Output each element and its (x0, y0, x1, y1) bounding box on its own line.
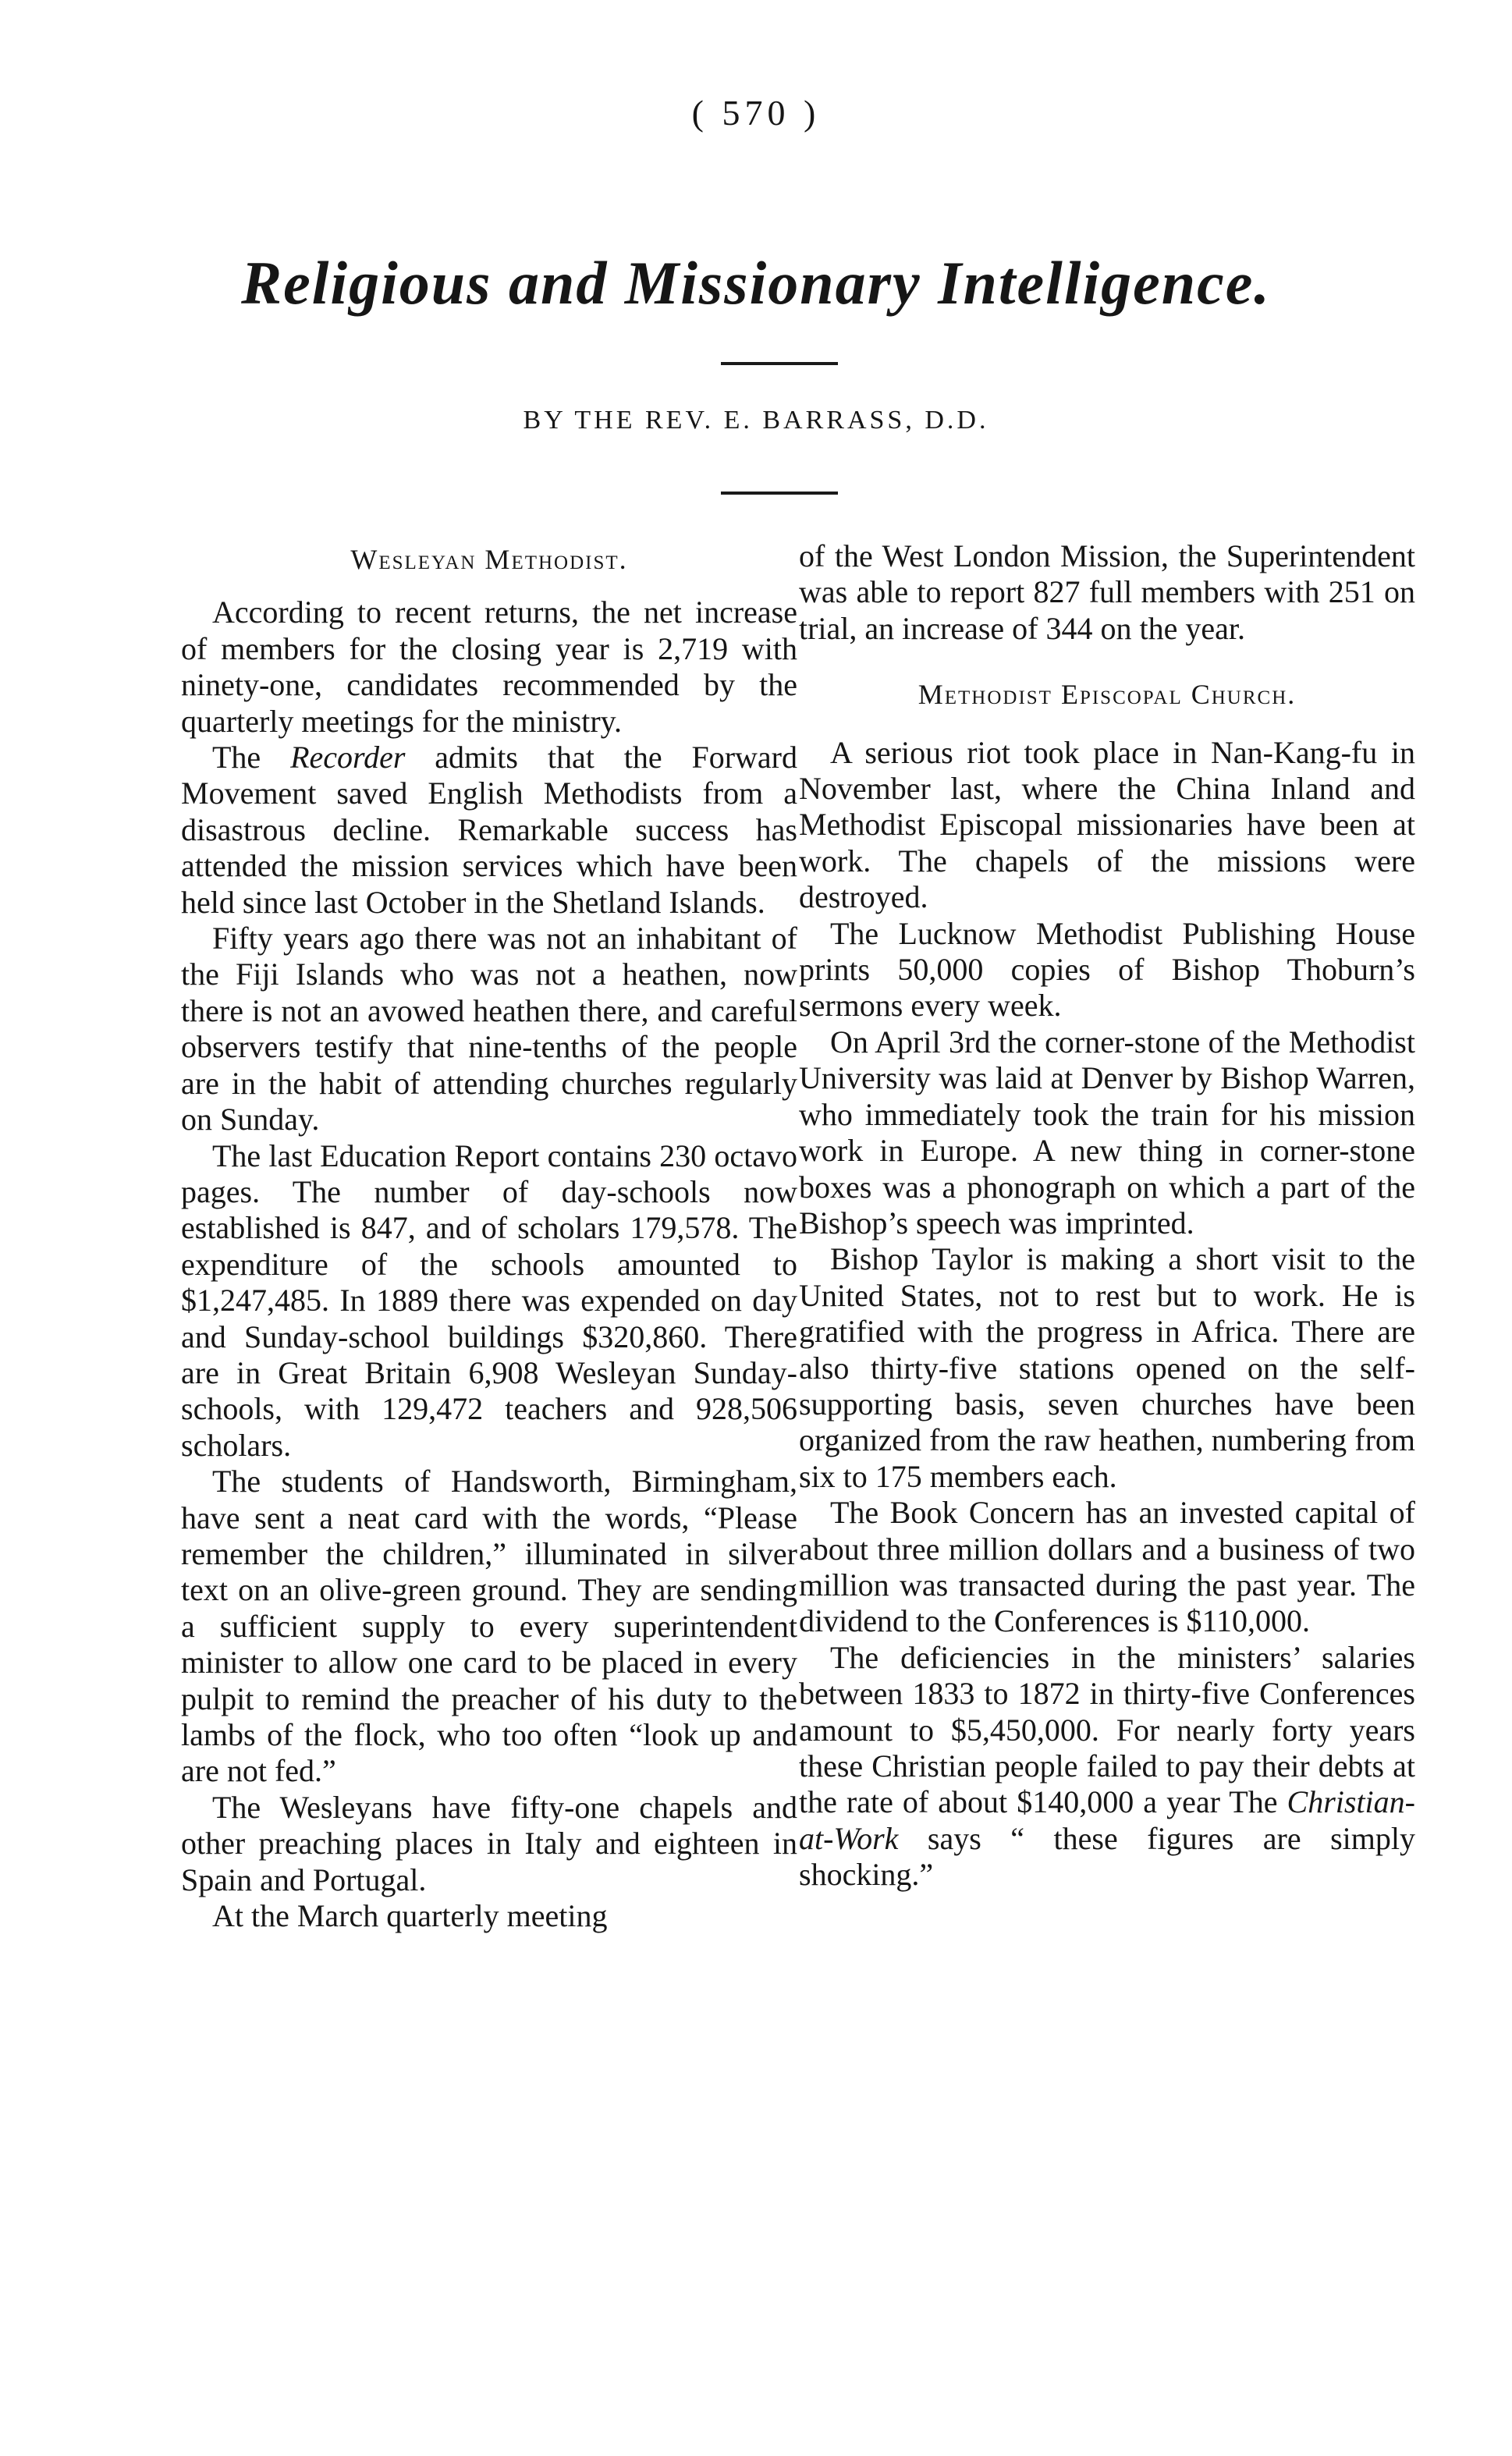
paragraph (799, 1640, 1415, 1893)
paragraph-text: says “ these figures are simply shocking.” (799, 1820, 1415, 1893)
paragraph: Bishop Taylor is making a short visit to the United States, not to rest but to work. He is gratified with the progress in Africa. There are also thirty-five stations opened on the self-supporting basis, seven churches have been organized from the raw heathen, numbering from six to 175 members each. (799, 1241, 1415, 1494)
section-title-wesleyan-methodist: Wesleyan Methodist. (350, 544, 628, 575)
page-number: ( 570 ) (691, 93, 821, 133)
paragraph: A serious riot took place in Nan-Kang-fu in November last, where the China Inland and Methodist Episcopal missionaries have been at work. The chapels of the missions were destroyed. (799, 734, 1415, 915)
divider-rule-bottom (721, 492, 838, 495)
paragraph-continued: of the West London Mission, the Superintendent was able to report 827 full members with 251 on trial, an increase of 344 on the year. (799, 538, 1415, 646)
paragraph: Fifty years ago there was not an inhabitant of the Fiji Islands who was not a heathen, now there is not an avowed heathen there, and careful observers testify that nine-tenths of the people are in the habit of attending churches regularly on Sunday. (181, 921, 797, 1137)
paragraph: At the March quarterly meeting (212, 1898, 608, 1934)
paragraph-text: admits that the Forward Movement saved English Methodists from a disastrous decline. Remarkable success has attended the mission services which have been held since last October in the Shetland Islands. (181, 740, 797, 920)
divider-rule-top (721, 362, 838, 365)
paragraph: The Wesleyans have fifty-one chapels and other preaching places in Italy and eighteen in Spain and Portugal. (181, 1789, 797, 1897)
paragraph-text: The (212, 740, 291, 775)
paragraph: On April 3rd the corner-stone of the Methodist University was laid at Denver by Bishop Warren, who immediately took the train for his mission work in Europe. A new thing in corner-stone boxes was a phonograph on which a part of the Bishop’s speech was imprinted. (799, 1024, 1415, 1240)
left-column (181, 538, 797, 1934)
publication-title: Christian-at-Work (799, 1784, 1415, 1856)
paragraph-text: The deficiencies in the ministers’ salaries between 1833 to 1872 in thirty-five Conferences amount to $5,450,000. For nearly forty years these Christian people failed to pay their debts at the rate of about $140,000 a year The (799, 1639, 1415, 1820)
right-column (799, 538, 1415, 1893)
paragraph: The Book Concern has an invested capital of about three million dollars and a business of two million was transacted during the past year. The dividend to the Conferences is $110,000. (799, 1495, 1415, 1639)
paragraph: The students of Handsworth, Birmingham, have sent a neat card with the words, “Please remember the children,” illuminated in silver text on an olive-green ground. They are sending a sufficient supply to every superintendent minister to allow one card to be placed in every pulpit to remind the preacher of his duty to the lambs of the flock, who too often “look up and are not fed.” (181, 1464, 797, 1789)
publication-title: Recorder (290, 740, 406, 775)
paragraph: The Lucknow Methodist Publishing House prints 50,000 copies of Bishop Thoburn’s sermons every week. (799, 915, 1415, 1024)
byline: BY THE REV. E. BARRASS, D.D. (523, 406, 989, 435)
page-headline: Religious and Missionary Intelligence. (241, 249, 1271, 317)
paragraph: The last Education Report contains 230 octavo pages. The number of day-schools now established is 847, and of scholars 179,578. The expenditure of the schools amounted to $1,247,485. In 1889 there was expended on day and Sunday-school buildings $320,860. There are in Great Britain 6,908 Wesleyan Sunday-schools, with 129,472 teachers and 928,506 scholars. (181, 1137, 797, 1463)
section-title-methodist-episcopal-church: Methodist Episcopal Church. (917, 679, 1297, 711)
paragraph (181, 740, 797, 921)
paragraph: According to recent returns, the net increase of members for the closing year is 2,719 with ninety-one, candidates recommended by the quarterly meetings for the ministry. (181, 594, 797, 739)
